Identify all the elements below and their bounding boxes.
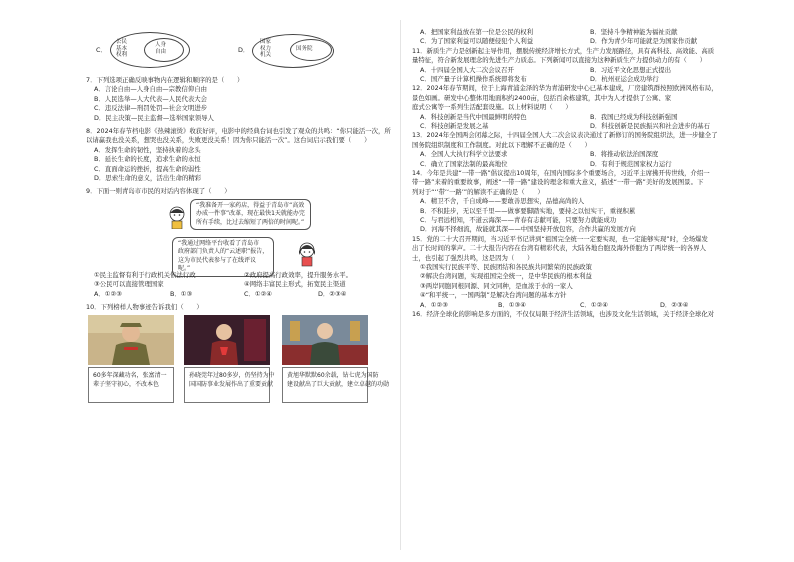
q8-option-c: C．直面命运的挫折，提高生命的弱性 [94,164,201,173]
q10-option-c: C．为了国家利益可以随便侵犯个人利益 [420,37,534,46]
q9-speech-bubble-1: “我准备开一家药店，得益于青岛市“高效 办成一件事”改革，现在最快1天就能办完 所有手续，比过去缩短了两倍的时间呢。” [190,199,311,230]
q12-stem-line2: 景色如画。研发中心整体用地面积约2400亩，包括百余栋建筑，其中为人才提供了公寓、家 [412,93,672,102]
right-column [412,28,760,319]
q15-stem-line2: 出了长时间的掌声。二十大报告内容在台湾有精彩代表，大陆各地台胞及海外侨胞为了两岸统一的各界人 [412,244,706,253]
q13-option-d: D．有利于规范国家权力运行 [590,159,672,168]
q10-option-d: D．作为青少年可能就是为国家作贡献 [590,37,698,46]
photo-award-ceremony-icon [184,315,270,365]
q9-option-a: A．①②③ [94,289,122,298]
citizen-figure-1-icon [166,205,188,229]
citizen-figure-2-icon [296,241,318,267]
q7-stem: 7．下列选项正确反映事物内在逻辑和顺序的是（ ） [86,76,244,84]
q11-option-d: D．杭州亚运会成功举行 [590,74,659,83]
q7-option-a: A．言论自由—人身自由—宗教信仰自由 [94,85,208,94]
q9-dialogue [86,197,391,271]
q13-option-a: A．全国人大执行科学立法要求 [420,150,508,159]
diagram-d-inner-text: 国务院 [296,46,313,52]
q7-option-c: C．违反法律—刑罚处罚—社会文明进步 [94,104,208,113]
q10-caption-2: 孙晓莞年过80多岁，仍坚持为中 国国防事业发展作出了重要贡献 [184,367,270,403]
q14-stem-line3: 列对于“‘’带’‘一路’”的解读不正确的是（ ） [412,187,544,196]
q7-option-b: B．人民选举—人大代表—人民代表大会 [94,94,208,103]
option-d-label: D． [238,46,250,54]
q10-option-a: A．把国家利益放在第一位是公民的权利 [420,28,534,36]
q14-option-c: C．与君远相知，不道云海深——青春有志献可能，只要努力就能成功 [420,216,617,224]
q10-caption-3: 黄旭华默默60余载，钻七虎为国防 建设献出了巨大贡献，建立卓越的功勋 [282,367,368,403]
q9-speech-bubble-2: “我通过网络平台收看了青岛市 政府部门负责人的“云述职”报告， 这为市民代表参与了在线评议 呢。” [172,237,274,277]
q9-statement-3: ③公民可以直接管理国家 [94,280,164,289]
q15-statement-2: ②解决台湾问题，实现祖国完全统一，是中华民族的根本利益 [420,272,592,281]
diagram-c-outer-text: 公民 基本 权利 [116,39,128,58]
q15-statement-4: ④“和平统一，一国两制”是解决台湾问题的基本方针 [420,291,567,300]
q12-stem-line1: 12．2024年春节期间，位于上海青浦金泽的华为青浦研发中心已基本建成，厂房建筑群按照欧洲风格布局， [412,84,718,93]
q9-options-row [86,290,391,299]
q10-options-row2 [412,37,760,46]
q8-option-d: D．思索生命的意义，活出生命的精彩 [94,174,202,183]
q9-option-b: B．①③ [170,289,193,298]
q8-stem-line1: 8．2024年春节档电影《热辣滚烫》收获好评，电影中的经典台词也引发了观众的共鸣：“你只能活一次，所 [86,127,391,136]
left-column [86,28,391,407]
q16-stem-line1: 16．经济全球化的影响是多方面的，不仅仅局限于经济生活领域，也涉及文化生活领域，关于经济全球化对 [412,310,715,319]
q15-option-c: C．①②④ [580,300,609,309]
q9-statement-2: ②政府提高行政效率，提升服务水平。 [244,270,352,279]
q15-stem-line3: 士，也引起了强烈共鸣，这是因为（ ） [412,253,534,262]
q14-option-d: D．河海不择细流，故能就其深——中国坚持开放包容，合作共赢的发展方向 [420,225,636,234]
q8-stem-line2: 以请赢我也没关系，想哭也没关系，失败更没关系！因为你只能活一次”。这台词启示我们要（ ） [86,136,371,145]
q14-stem-line1: 14．今年是共建“一带一路”倡议提出10周年，在国内国际多个重要场合，习近平主席拂开传世线，介绍一 [412,168,710,177]
q9-option-d: D．②③④ [318,289,347,298]
q13-stem-line1: 13．2024年全国两会闭幕之际，十四届全国人大二次会议表决通过了新修订的国务院组织法，进一步健全了 [412,131,718,140]
q10-stem: 10．下列榜样人物事迹告诉我们（ ） [86,303,203,312]
q9-stem: 9．下面一则青岛市市民的对话内容体现了（ ） [86,187,231,196]
q15-statement-3: ③两岸同胞同根同源、同文同种，是血浓于水的一家人 [420,281,573,290]
diagram-d-outer-text: 国家 权力 机关 [260,39,272,58]
q15-option-d: D．②③④ [660,300,689,309]
q14-option-b: B．不积跬步，无以至千里——做事要脚踏实地，要持之以恒实干，重视积累 [420,206,636,215]
q11-option-a: A．十四届全国人大二次会议召开 [420,65,514,74]
q7-option-d: D．民主决策—民主监督—选举国家领导人 [94,113,214,122]
option-c-label: C． [96,46,107,54]
q15-options-row [412,301,760,310]
q13-options-row2 [412,160,760,169]
q11-stem-line1: 11．新质生产力是创新起主导作用，摆脱传统经济增长方式，生产力发展路径，具有高科技、高效能、高质 [412,46,715,55]
q14-option-a: A．精卫不舍，千自成峰——要敢善思想实，品德高尚的人 [420,197,585,206]
q11-stem-line2: 量特征，符合新发展理念的先进生产力质态。下列新闻可以直接为这种新质生产力提供动力的有（ ） [412,56,706,65]
q12-option-d: D．科技创新是民族振兴和社会进步的基石 [590,121,710,130]
q12-option-c: C．科技创新是发展之基 [420,121,489,130]
q11-option-b: B．习近平文化思想正式提出 [590,65,672,74]
q12-option-b: B．我国已经成为科技创新强国 [590,112,678,121]
q9-option-c: C．①②④ [244,289,273,298]
column-divider [400,20,401,550]
diagram-c-inner-text: 人身 自由 [155,42,167,55]
q14-stem-line2: 带一路”来着的重要故事，阐述“一带一路”建设的理念和重大意义，描述“一带一路”美好的发展图景。下 [412,178,704,187]
q15-statement-1: ①我国实行民族平等、民族团结和各民族共同繁荣的民族政策 [420,263,592,272]
q12-options-row1 [412,113,760,122]
q12-stem-line3: 庭式公寓等一系列生活配套设施。以上材料说明（ ） [412,103,572,112]
photo-soldier-portrait-icon [88,315,174,365]
q13-options-row1 [412,150,760,159]
q9-statements-row1 [86,271,391,280]
q8-option-a: A．发挥生命的韧性，坚持执着的念头 [94,145,201,154]
q9-statements-row2 [86,280,391,289]
q15-stem-line1: 15．党的二十大召开期间，当习近平书记讲到“祖国完全统一一定要实现，也一定能够实现”时，全场爆发 [412,234,708,243]
q12-options-row2 [412,122,760,131]
q10-figures [86,315,391,407]
q13-option-c: C．确立了国家法制的最高地位 [420,159,508,168]
q11-options-row1 [412,66,760,75]
q9-statement-1: ①民主监督有利于行政机关依法行政 [94,270,196,279]
q13-stem-line2: 国务院组织制度和工作制度。对此以下理解不正确的是（ ） [412,140,591,149]
q8-option-b: B．延长生命的长度，追求生命的永恒 [94,155,201,164]
q12-option-a: A．科技创新是当代中国最鲜明的特色 [420,112,527,121]
q15-option-b: B．①③④ [498,300,526,309]
q10-option-b: B．坚持斗争精神能为福祉贡献 [590,28,678,36]
q10-options-row1 [412,28,760,37]
q6-diagram-options [86,28,391,72]
q9-statement-4: ④网络丰富民主形式，拓宽民主渠道 [244,280,346,289]
q15-option-a: A．①②③ [420,300,448,309]
photo-scientist-icon [282,315,368,365]
q11-options-row2 [412,75,760,84]
q11-option-c: C．国产量子计算机操作系统即将发布 [420,74,527,83]
q13-option-b: B．将推动依法治国深度 [590,150,659,159]
q10-caption-1: 60多年深藏功名，张富清一 辈子坚守初心，不改本色 [88,367,174,403]
